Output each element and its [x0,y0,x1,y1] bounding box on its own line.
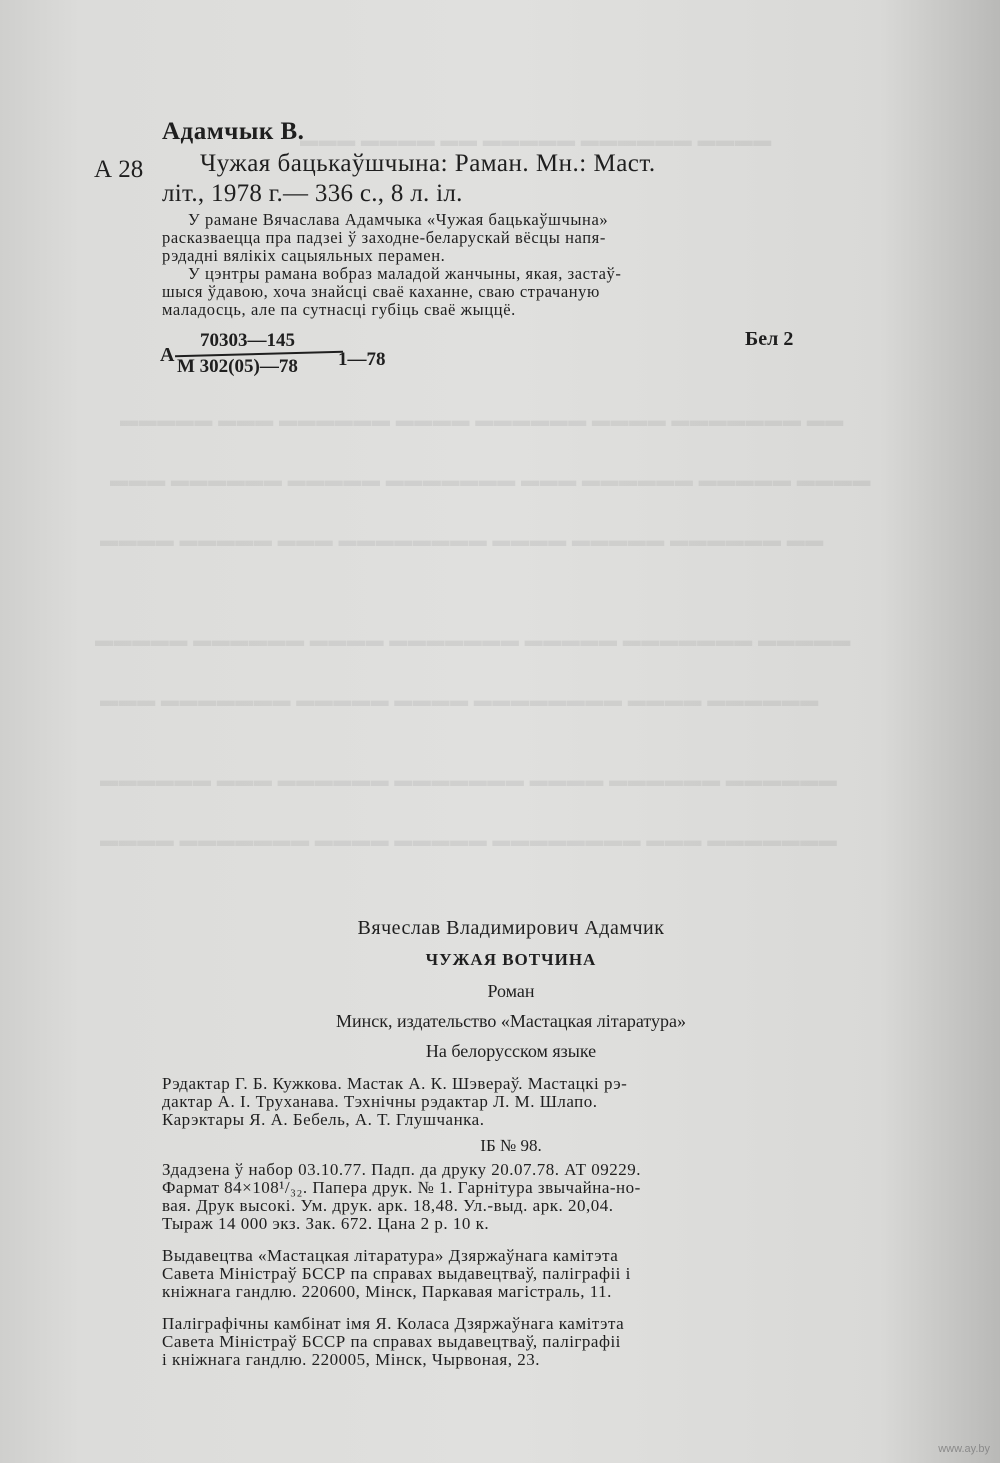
show-through-text: ▬▬▬▬ ▬▬▬▬▬ ▬▬▬ ▬▬▬▬▬▬▬▬ ▬▬▬▬ ▬▬▬▬▬ ▬▬▬▬▬▬ ▬▬ [100,530,824,550]
print-info-line: Тыраж 14 000 экз. Зак. 672. Цана 2 р. 10 к. [162,1214,490,1233]
ib-number: ІБ № 98. [480,1136,542,1155]
show-through-text: ▬▬▬▬▬ ▬▬▬▬▬▬ ▬▬▬▬ ▬▬▬▬▬▬▬ ▬▬▬▬▬ ▬▬▬▬▬▬▬ ▬▬▬▬▬ [95,630,851,650]
show-through-text: ▬▬▬▬ ▬▬▬▬▬▬▬ ▬▬▬▬ ▬▬▬▬▬ ▬▬▬▬▬▬▬▬ ▬▬▬ ▬▬▬▬▬▬▬ [100,830,838,850]
show-through-text: ▬▬▬▬▬▬ ▬▬▬ ▬▬▬▬▬▬ ▬▬▬▬▬▬▬ ▬▬▬▬ ▬▬▬▬▬▬ ▬▬▬▬▬▬ [100,770,838,790]
card-class-code: А 28 [94,156,144,183]
card-biblio-line: Чужая бацькаўшчына: Раман. Мн.: Маст. [200,150,656,177]
editors-line: дактар А. І. Труханава. Тэхнічны рэдактар Л. М. Шлапо. [162,1092,598,1111]
catalog-code-numerator: 70303—145 [200,330,295,351]
card-annotation-line: У цэнтры рамана вобраз маладой жанчыны, якая, застаў- [188,264,622,283]
publisher-info-line: Выдавецтва «Мастацкая літаратура» Дзяржаўнага камітэта [162,1246,619,1265]
catalog-code-denominator: М 302(05)—78 [177,356,298,377]
editors-line: Рэдактар Г. Б. Кужкова. Мастак А. К. Шэвераў. Мастацкі рэ- [162,1074,628,1093]
show-through-text: ▬▬▬ ▬▬▬▬▬▬▬ ▬▬▬▬▬ ▬▬▬▬ ▬▬▬▬▬▬▬▬ ▬▬▬▬ ▬▬▬▬▬▬ [100,690,819,710]
imprint-language: На белорусском языке [425,1041,597,1061]
print-info-line: вая. Друк высокі. Ум. друк. арк. 18,48. Ул.-выд. арк. 20,04. [162,1196,614,1215]
show-through-text: ▬▬▬▬▬ ▬▬▬ ▬▬▬▬▬▬ ▬▬▬▬ ▬▬▬▬▬▬ ▬▬▬▬ ▬▬▬▬▬▬▬ ▬▬ [120,410,844,430]
catalog-code-letter: А [160,344,175,366]
catalog-code-suffix: 1—78 [338,349,386,370]
show-through-text: ▬▬▬ ▬▬▬▬▬▬ ▬▬▬▬▬ ▬▬▬▬▬▬▬ ▬▬▬ ▬▬▬▬▬▬ ▬▬▬▬▬ ▬▬▬▬ [110,470,872,490]
imprint-genre: Роман [487,981,535,1001]
publisher-info-line: кніжнага гандлю. 220600, Мінск, Паркавая магістраль, 11. [162,1282,612,1301]
publisher-info-line: Савета Міністраў БССР па справах выдавецтваў, паліграфіі і [162,1264,631,1283]
printer-info-line: Паліграфічны камбінат імя Я. Коласа Дзяржаўнага камітэта [162,1314,625,1333]
card-annotation-line: У рамане Вячаслава Адамчыка «Чужая бацькаўшчына» [188,210,609,229]
watermark: www.ay.by [938,1443,990,1455]
imprint-author: Вячеслав Владимирович Адамчик [357,917,665,939]
card-annotation-line: шыся ўдавою, хоча знайсці сваё каханне, сваю страчаную [162,282,600,301]
imprint-title: ЧУЖАЯ ВОТЧИНА [425,950,597,969]
editors-line: Карэктары Я. А. Бебель, А. Т. Глушчанка. [162,1110,485,1129]
bbk-code: Бел 2 [745,328,794,350]
card-annotation-line: расказваецца пра падзеі ў заходне-беларускай вёсцы напя- [162,228,606,247]
print-info-line: Здадзена ў набор 03.10.77. Падп. да друку 20.07.78. АТ 09229. [162,1160,641,1179]
imprint-publisher-line: Минск, издательство «Мастацкая літаратура» [335,1011,686,1031]
card-biblio-line: літ., 1978 г.— 336 с., 8 л. іл. [162,180,463,207]
card-annotation-line: рэдадні вялікіх сацыяльных перамен. [162,246,446,265]
card-annotation-line: маладосць, але па сутнасці губіць сваё жыццё. [162,300,516,319]
card-author: Адамчык В. [162,118,305,145]
print-info-line: Фармат 84×108¹/₃₂. Папера друк. № 1. Гарнітура звычайна-но- [162,1178,641,1197]
printer-info-line: і кніжнага гандлю. 220005, Мінск, Чырвоная, 23. [162,1350,540,1369]
printer-info-line: Савета Міністраў БССР па справах выдавецтваў, паліграфіі [162,1332,621,1351]
show-through-text: ▬▬▬ ▬▬▬▬ ▬▬ ▬▬▬▬▬ ▬▬▬▬▬▬ ▬▬▬▬ [300,130,772,150]
